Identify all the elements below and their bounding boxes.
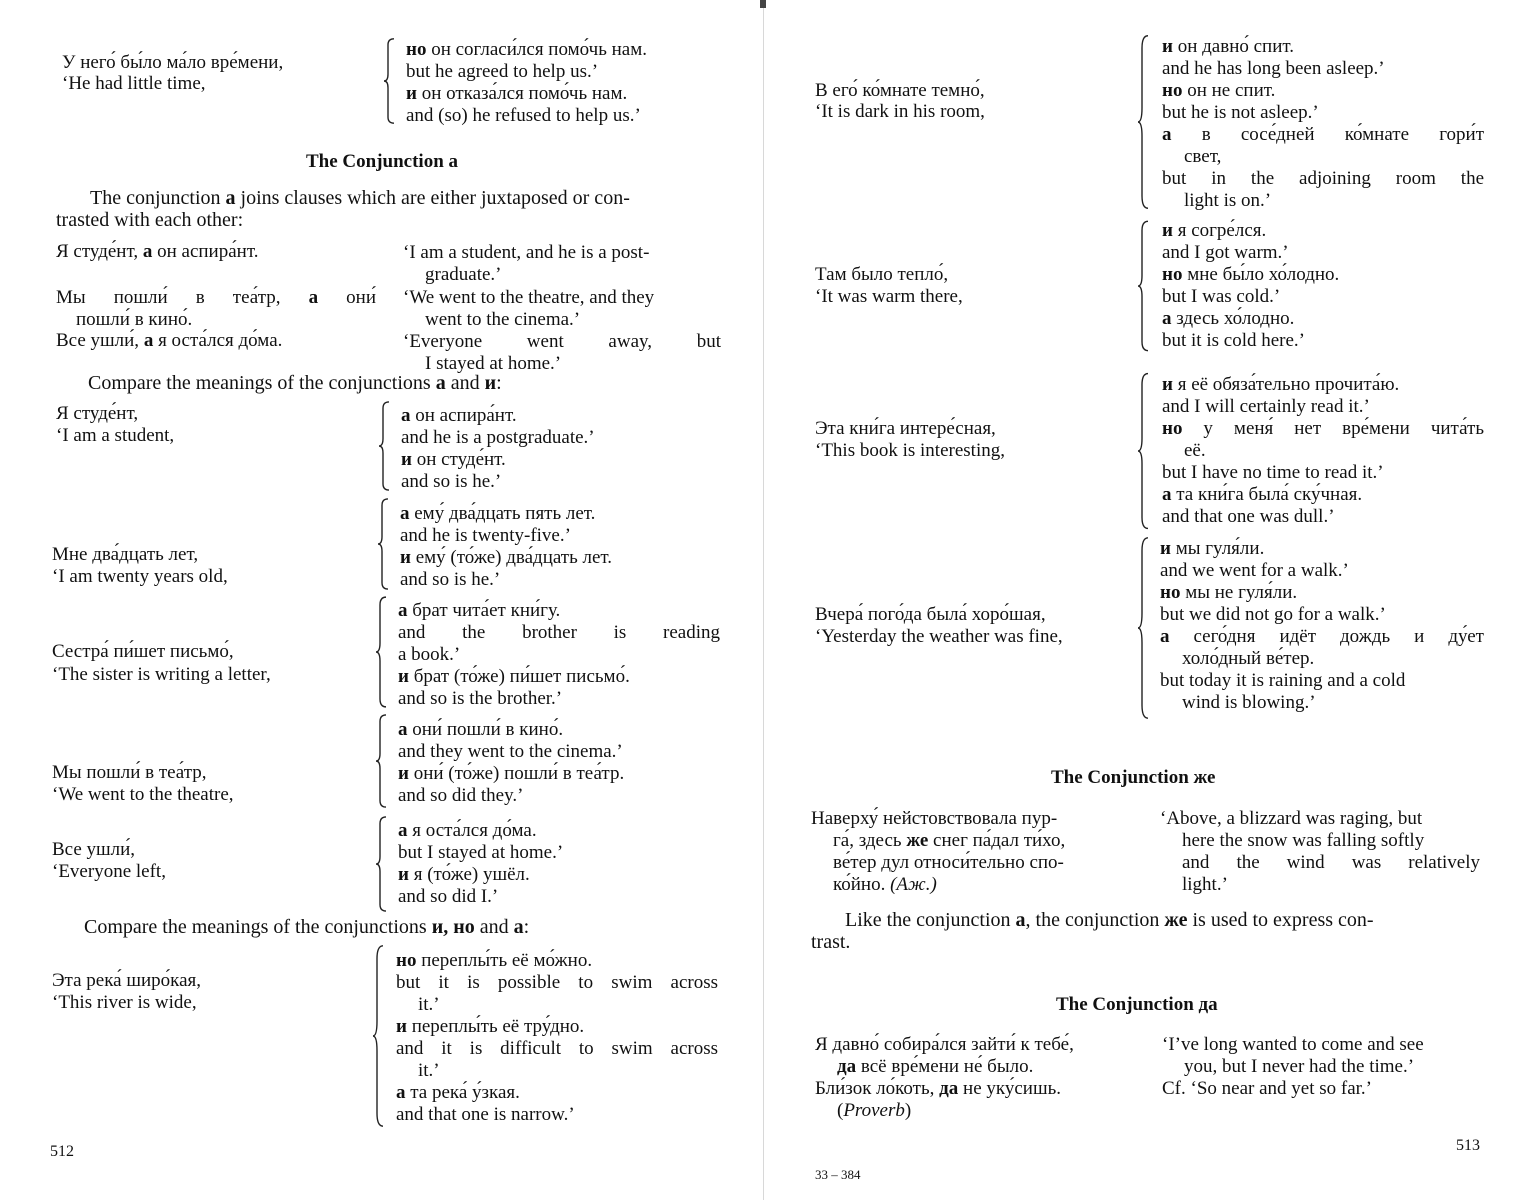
- option-english: but we did not go for a walk.’: [1160, 604, 1386, 625]
- option-russian: и они́ (то́же) пошли́ в теа́тр.: [398, 763, 625, 784]
- example-english: ‘He had little time,: [62, 73, 206, 94]
- option-russian: а сего́дня идёт дождь и ду́ет: [1160, 626, 1484, 647]
- example-english: Cf. ‘So near and yet so far.’: [1162, 1078, 1372, 1099]
- example-english: ‘I am a student,: [56, 425, 175, 446]
- option-english: but today it is raining and a cold: [1160, 670, 1406, 691]
- option-russian: а он аспира́нт.: [401, 405, 517, 426]
- example-russian: да всё вре́мени не́ было.: [837, 1056, 1034, 1077]
- option-russian: свет,: [1184, 146, 1222, 167]
- compare-line: Compare the meanings of the conjunctions а and и:: [88, 372, 502, 394]
- option-russian: а та кни́га была́ ску́чная.: [1162, 484, 1363, 505]
- option-english: and he is twenty-five.’: [400, 525, 571, 546]
- example-russian: ве́тер дул относи́тельно спо-: [833, 852, 1064, 873]
- option-english: and he is a postgraduate.’: [401, 427, 595, 448]
- brace: [1137, 220, 1149, 352]
- brace: [1137, 34, 1149, 210]
- option-english: it.’: [418, 1060, 440, 1081]
- brace: [375, 714, 387, 808]
- option-english: and we went for a walk.’: [1160, 560, 1349, 581]
- option-english: wind is blowing.’: [1182, 692, 1316, 713]
- page-number: 513: [1456, 1137, 1480, 1154]
- option-russian: а здесь хо́лодно.: [1162, 308, 1295, 329]
- option-english: and he has long been asleep.’: [1162, 58, 1385, 79]
- example-english: light.’: [1182, 874, 1228, 895]
- option-russian: и он отказа́лся помо́чь нам.: [406, 83, 628, 104]
- note-paragraph: Like the conjunction а, the conjunction же is used to express con- trast.: [811, 909, 1374, 953]
- example-english: and the wind was relatively: [1182, 852, 1480, 873]
- option-russian: а я оста́лся до́ма.: [398, 820, 537, 841]
- pair-english: I stayed at home.’: [425, 353, 562, 374]
- example-russian: Эта река́ широ́кая,: [52, 970, 201, 991]
- option-russian: но у меня́ нет вре́мени чита́ть: [1162, 418, 1484, 439]
- option-english: but he agreed to help us.’: [406, 61, 599, 82]
- option-english: but in the adjoining room the: [1162, 168, 1484, 189]
- right-page: [770, 0, 1531, 1200]
- option-english: but I have no time to read it.’: [1162, 462, 1384, 483]
- example-english: ‘It is dark in his room,: [815, 101, 985, 122]
- example-english: ‘This book is interesting,: [815, 440, 1005, 461]
- example-russian: Сестра́ пи́шет письмо́,: [52, 641, 234, 662]
- example-english: ‘This river is wide,: [52, 992, 197, 1013]
- option-russian: и я согре́лся.: [1162, 220, 1267, 241]
- intro-paragraph: The conjunction а joins clauses which are either juxtaposed or con- trasted with each other:: [56, 187, 630, 231]
- option-russian: но он не спит.: [1162, 80, 1276, 101]
- option-russian: и мы гуля́ли.: [1160, 538, 1265, 559]
- brace: [372, 944, 384, 1128]
- option-english: but I stayed at home.’: [398, 842, 564, 863]
- option-russian: и брат (то́же) пи́шет письмо́.: [398, 666, 630, 687]
- option-english: and so is he.’: [401, 471, 502, 492]
- option-russian: и я её обяза́тельно прочита́ю.: [1162, 374, 1400, 395]
- option-russian: а в сосе́дней ко́мнате гори́т: [1162, 124, 1484, 145]
- option-russian: но мне бы́ло хо́лодно.: [1162, 264, 1340, 285]
- option-english: and they went to the cinema.’: [398, 741, 623, 762]
- option-russian: а они́ пошли́ в кино́.: [398, 719, 564, 740]
- option-english: and so is the brother.’: [398, 688, 563, 709]
- pair-english: went to the cinema.’: [425, 309, 581, 330]
- compare-line: Compare the meanings of the conjunctions и, но and а:: [84, 916, 530, 938]
- option-russian: а брат чита́ет кни́гу.: [398, 600, 561, 621]
- pair-russian: Все ушли́, а я оста́лся до́ма.: [56, 330, 283, 351]
- option-english: and that one is narrow.’: [396, 1104, 575, 1125]
- example-russian: ко́йно. (Аж.): [833, 874, 937, 895]
- brace: [377, 498, 389, 590]
- pair-russian: пошли́ в кино́.: [76, 309, 193, 330]
- option-english: a book.’: [398, 644, 461, 665]
- pair-english: graduate.’: [425, 264, 502, 285]
- option-english: and I got warm.’: [1162, 242, 1289, 263]
- option-english: but he is not asleep.’: [1162, 102, 1319, 123]
- example-russian: Все ушли́,: [52, 839, 136, 860]
- example-russian: Бли́зок ло́коть, да не уку́сишь.: [815, 1078, 1061, 1099]
- pair-english: ‘I am a student, and he is a post-: [403, 242, 650, 263]
- example-english: ‘Above, a blizzard was raging, but: [1160, 808, 1423, 829]
- example-russian: Там было тепло́,: [815, 264, 949, 285]
- option-russian: и я (то́же) ушёл.: [398, 864, 530, 885]
- source-citation: (Аж.): [890, 874, 937, 895]
- pair-english: ‘We went to the theatre, and they: [403, 287, 655, 308]
- option-russian: а ему́ два́дцать пять лет.: [400, 503, 596, 524]
- option-english: and it is difficult to swim across: [396, 1038, 718, 1059]
- brace: [378, 401, 390, 491]
- example-russian: Я студе́нт,: [56, 403, 139, 424]
- example-russian: Эта кни́га интере́сная,: [815, 418, 996, 439]
- example-russian: Я давно́ собира́лся зайти́ к тебе́,: [815, 1034, 1074, 1055]
- example-russian: Мы пошли́ в теа́тр,: [52, 762, 207, 783]
- example-russian: Наверху́ нейстовствовала пур-: [811, 808, 1058, 829]
- option-english: and I will certainly read it.’: [1162, 396, 1370, 417]
- option-english: and so did I.’: [398, 886, 499, 907]
- page-gutter: [763, 0, 764, 1200]
- example-english: here the snow was falling softly: [1182, 830, 1425, 851]
- example-english: ‘We went to the theatre,: [52, 784, 234, 805]
- brace: [375, 816, 387, 912]
- option-english: but it is cold here.’: [1162, 330, 1305, 351]
- binding-mark: [760, 0, 766, 8]
- brace: [375, 596, 387, 708]
- option-russian: но переплы́ть её мо́жно.: [396, 950, 593, 971]
- section-heading: The Conjunction а: [306, 151, 459, 172]
- brace: [383, 38, 395, 124]
- option-russian: но он согласи́лся помо́чь нам.: [406, 39, 647, 60]
- option-english: but I was cold.’: [1162, 286, 1281, 307]
- option-english: and so did they.’: [398, 785, 524, 806]
- pair-english: ‘Everyone went away, but: [403, 331, 721, 352]
- option-russian: а та река́ у́зкая.: [396, 1082, 520, 1103]
- option-english: light is on.’: [1184, 190, 1272, 211]
- section-heading: The Conjunction же: [1051, 767, 1216, 788]
- example-english: ‘I’ve long wanted to come and see: [1162, 1034, 1424, 1055]
- option-english: and so is he.’: [400, 569, 501, 590]
- example-english: ‘It was warm there,: [815, 286, 963, 307]
- option-english: and the brother is reading: [398, 622, 720, 643]
- option-english: it.’: [418, 994, 440, 1015]
- option-russian: её.: [1184, 440, 1206, 461]
- option-russian: холо́дный ве́тер.: [1182, 648, 1315, 669]
- left-page: [0, 0, 760, 1200]
- brace: [1137, 536, 1149, 720]
- option-russian: но мы не гуля́ли.: [1160, 582, 1298, 603]
- option-english: but it is possible to swim across: [396, 972, 718, 993]
- printer-signature: 33 – 384: [815, 1167, 861, 1182]
- example-english: ‘I am twenty years old,: [52, 566, 228, 587]
- proverb-label: (Proverb): [837, 1100, 912, 1121]
- brace: [1137, 372, 1149, 530]
- pair-russian: Я студе́нт, а он аспира́нт.: [56, 241, 259, 262]
- example-russian: В его́ ко́мнате темно́,: [815, 80, 985, 101]
- section-heading: The Conjunction да: [1056, 994, 1218, 1015]
- option-russian: и он давно́ спит.: [1162, 36, 1295, 57]
- example-english: you, but I never had the time.’: [1184, 1056, 1415, 1077]
- example-english: ‘Everyone left,: [52, 861, 166, 882]
- option-russian: и переплы́ть её тру́дно.: [396, 1016, 585, 1037]
- option-english: and (so) he refused to help us.’: [406, 105, 641, 126]
- option-russian: и ему́ (то́же) два́дцать лет.: [400, 547, 613, 568]
- option-russian: и он студе́нт.: [401, 449, 506, 470]
- option-english: and that one was dull.’: [1162, 506, 1335, 527]
- example-english: ‘The sister is writing a letter,: [52, 664, 271, 685]
- example-russian: У него́ бы́ло ма́ло вре́мени,: [62, 52, 284, 73]
- pair-russian: Мы пошли́ в теа́тр, а они́: [56, 287, 376, 308]
- example-russian: га́, здесь же снег па́дал ти́хо,: [833, 830, 1066, 851]
- page-number: 512: [50, 1143, 74, 1160]
- example-russian: Мне два́дцать лет,: [52, 544, 199, 565]
- example-russian: Вчера́ пого́да была́ хоро́шая,: [815, 604, 1046, 625]
- example-english: ‘Yesterday the weather was fine,: [815, 626, 1063, 647]
